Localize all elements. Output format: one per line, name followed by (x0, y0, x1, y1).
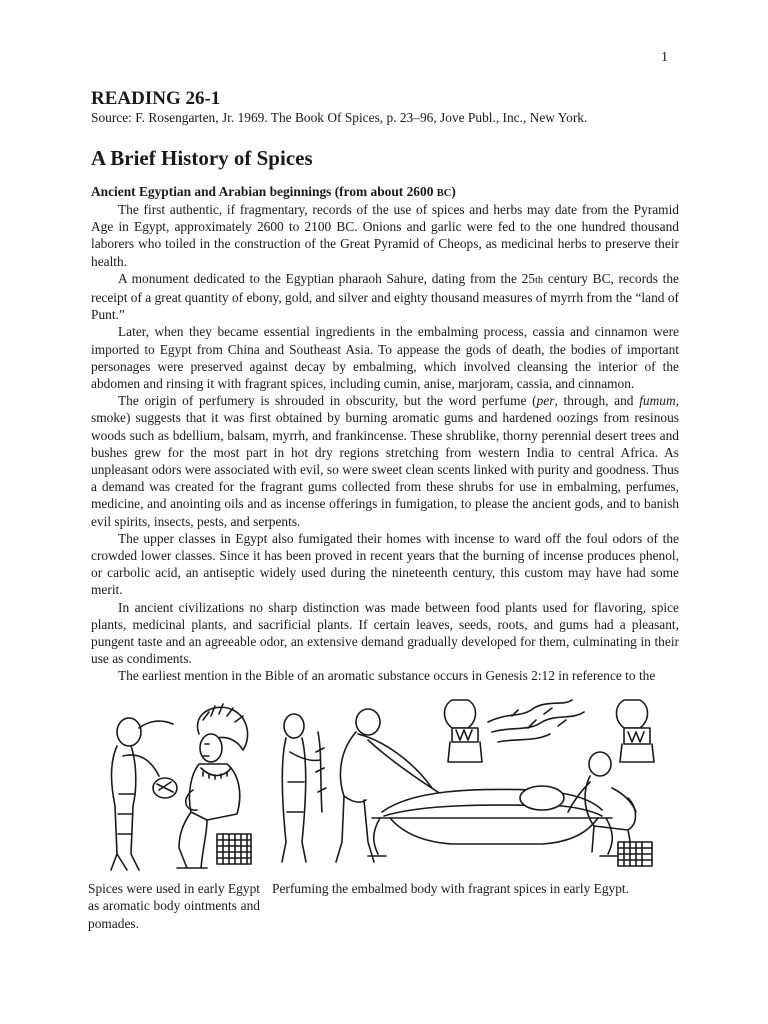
reading-heading: READING 26-1 (91, 88, 221, 109)
paragraph-3: Later, when they became essential ingredients in the embalming process, cassia and cinnamon were imported to Egypt from China and Southeast Asia. To appease the gods of death, the bodies of important personages were preserved against decay by embalming, which involved cleansing the interior of the abdomen and rinsing it with fragrant spices, including cumin, anise, marjoram, cassia, and cinnamon. (91, 324, 679, 392)
article-title: A Brief History of Spices (91, 146, 313, 170)
source-line: Source: F. Rosengarten, Jr. 1969. The Book Of Spices, p. 23–96, Jove Publ., Inc., New York. (91, 110, 588, 125)
figure-right-embalming-illustration (272, 692, 674, 876)
page-number: 1 (661, 50, 668, 65)
article-body (91, 201, 679, 685)
paragraph-4: The origin of perfumery is shrouded in obscurity, but the word perfume (per, through, and fumum, smoke) suggests that it was first obtained by burning aromatic gums and hardened oozings from resinous woods such as bdellium, balsam, myrrh, and frankincense. These shrublike, thorny perennial desert trees and bushes grew for the most part in hot dry regions stretching from western India to central Africa. As unpleasant odors were associated with evil, so were sweet clean scents linked with purity and goodness. Thus a demand was created for the fragrant gums collected from these shrubs for use in embalming, perfumes, medicine, and anointing oils and as incense offerings in fumigation, to please the ancient gods, and to banish evil spirits, insects, pests, and serpents. (91, 393, 679, 529)
paragraph-2: A monument dedicated to the Egyptian pharaoh Sahure, dating from the 25th century BC, records the receipt of a great quantity of ebony, gold, and silver and eighty thousand measures of myrrh from the “land of Punt.” (91, 270, 679, 323)
paragraph-7: The earliest mention in the Bible of an aromatic substance occurs in Genesis 2:12 in reference to the (118, 668, 656, 684)
caption-left: Spices were used in early Egypt as aromatic body ointments and pomades. (88, 881, 260, 931)
figure-left-ointment-illustration (87, 694, 259, 876)
paragraph-1: The first authentic, if fragmentary, records of the use of spices and herbs may date from the Pyramid Age in Egypt, approximately 2600 to 2100 BC. Onions and garlic were fed to the one hundred thousand laborers who toiled in the construction of the Great Pyramid of Cheops, as medicinal herbs to preserve their health. (91, 202, 679, 269)
section-heading-close: ) (451, 184, 456, 199)
section-heading (91, 184, 456, 200)
paragraph-6: In ancient civilizations no sharp distinction was made between food plants used for flavoring, spice plants, medicinal plants, and sacrificial plants. If certain leaves, seeds, roots, and gums had a pleasant, pungent taste and an agreeable odor, an extensive demand gradually developed for them, culminating in their use as condiments. (91, 599, 679, 667)
paragraph-5: The upper classes in Egypt also fumigated their homes with incense to ward off the foul odors of the crowded lower classes. Since it has been proved in recent years that the burning of incense produces phenol, or carbolic acid, an antiseptic widely used during the nineteenth century, this custom may have had some merit. (91, 530, 679, 598)
section-heading-era: BC (436, 188, 452, 199)
section-heading-text: Ancient Egyptian and Arabian beginnings (from about 2600 (91, 184, 437, 199)
caption-right: Perfuming the embalmed body with fragrant spices in early Egypt. (272, 881, 629, 896)
